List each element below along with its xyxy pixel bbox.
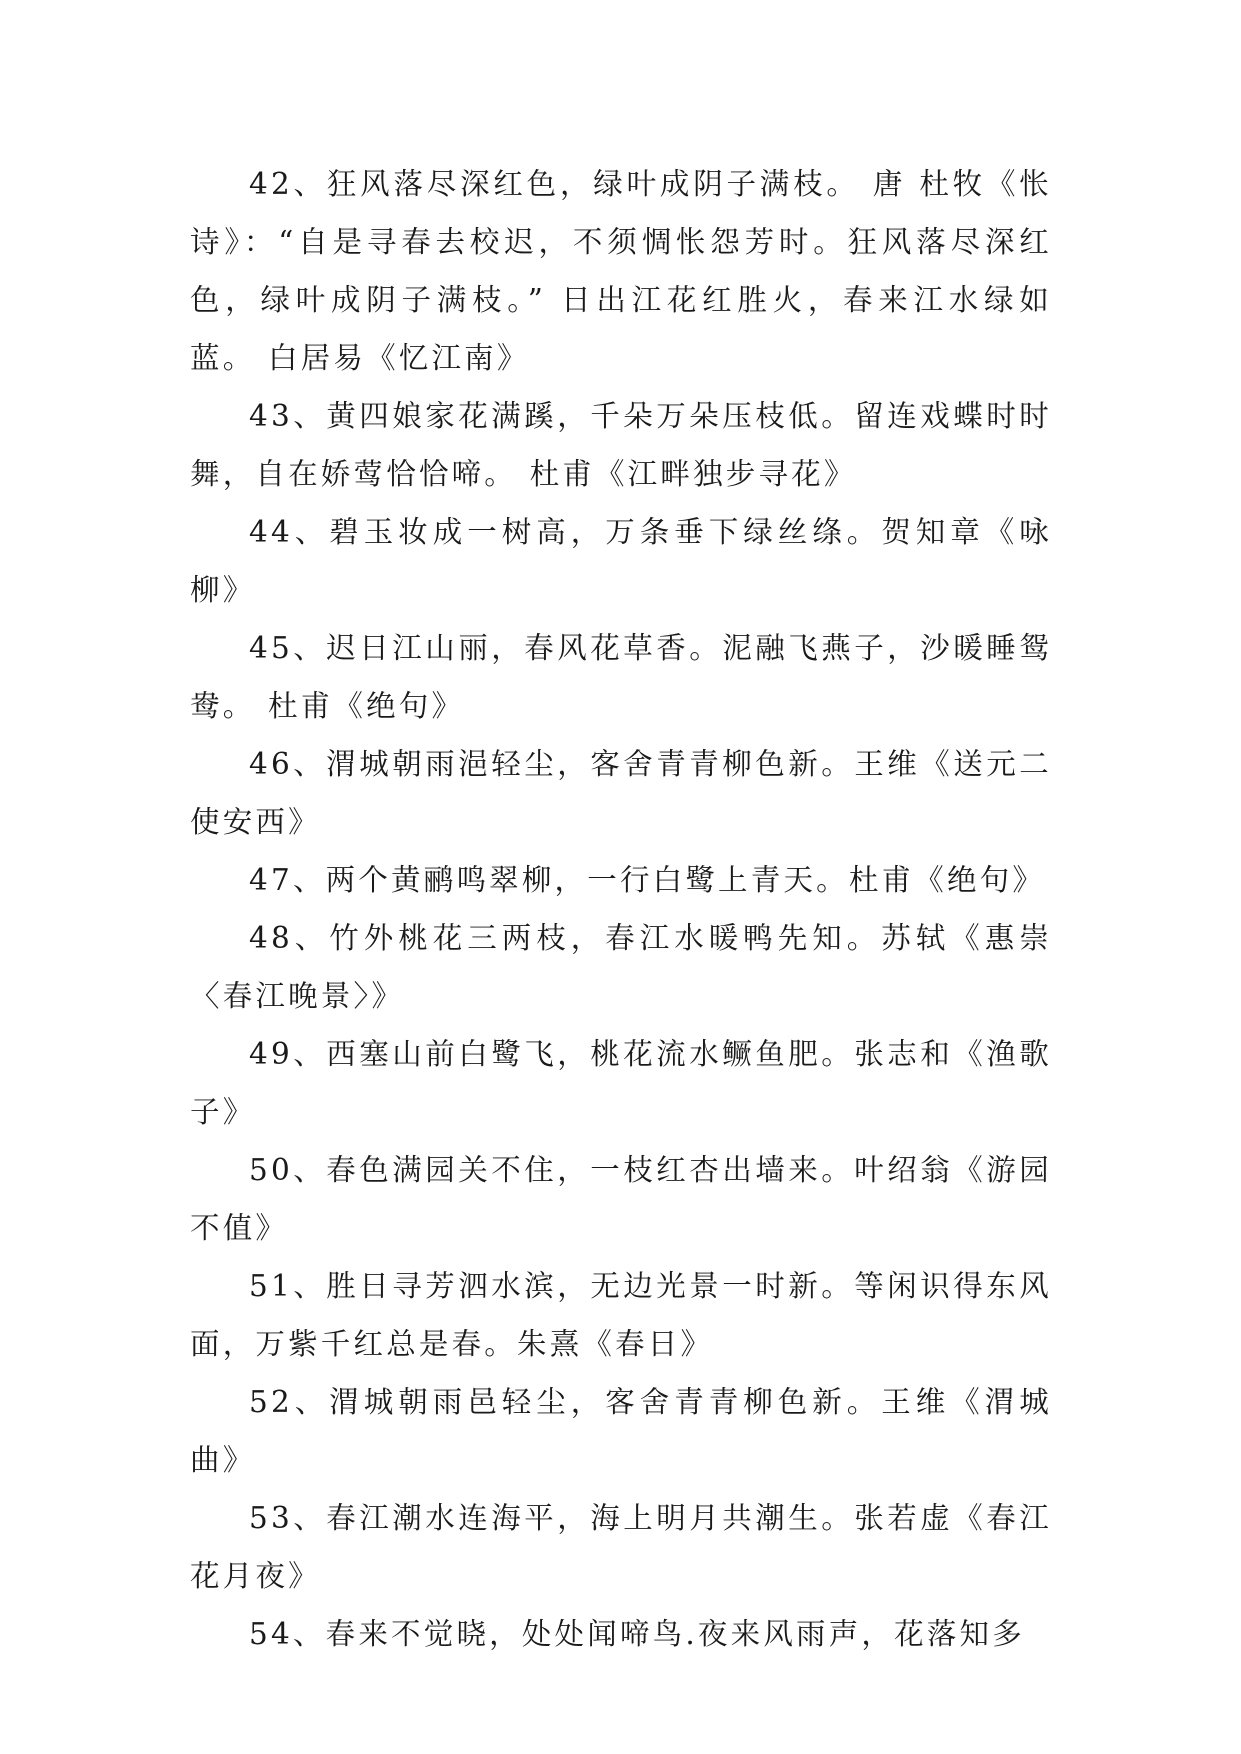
- paragraph-52: 52、渭城朝雨邑轻尘，客舍青青柳色新。王维《渭城曲》: [190, 1385, 1052, 1477]
- paragraph-44: 44、碧玉妆成一树高，万条垂下绿丝绦。贺知章《咏柳》: [190, 515, 1052, 607]
- paragraph-51: 51、胜日寻芳泗水滨，无边光景一时新。等闲识得东风面，万紫千红总是春。朱熹《春日》: [190, 1269, 1052, 1361]
- document-body: [190, 155, 1052, 1663]
- paragraph-50: 50、春色满园关不住，一枝红杏出墙来。叶绍翁《游园不值》: [190, 1153, 1052, 1245]
- paragraph-48: 48、竹外桃花三两枝，春江水暖鸭先知。苏轼《惠崇〈春江晚景〉》: [190, 921, 1052, 1013]
- paragraph-46: 46、渭城朝雨浥轻尘，客舍青青柳色新。王维《送元二使安西》: [190, 747, 1052, 839]
- paragraph-45: 45、迟日江山丽，春风花草香。泥融飞燕子，沙暖睡鸳鸯。 杜甫《绝句》: [190, 631, 1052, 723]
- paragraph-54: 54、春来不觉晓，处处闻啼鸟.夜来风雨声，花落知多: [249, 1617, 1025, 1651]
- paragraph-53: 53、春江潮水连海平，海上明月共潮生。张若虚《春江花月夜》: [190, 1501, 1052, 1593]
- paragraph-42: 42、狂风落尽深红色，绿叶成阴子满枝。 唐 杜牧《怅诗》：“自是寻春去校迟，不须惆怅怨芳时。狂风落尽深红色，绿叶成阴子满枝。” 日出江花红胜火，春来江水绿如蓝。 白居易《忆江南》: [190, 167, 1052, 375]
- paragraph-47: 47、两个黄鹂鸣翠柳，一行白鹭上青天。杜甫《绝句》: [249, 863, 1046, 897]
- paragraph-49: 49、西塞山前白鹭飞，桃花流水鳜鱼肥。张志和《渔歌子》: [190, 1037, 1052, 1129]
- paragraph-43: 43、黄四娘家花满蹊，千朵万朵压枝低。留连戏蝶时时舞，自在娇莺恰恰啼。 杜甫《江畔独步寻花》: [190, 399, 1052, 491]
